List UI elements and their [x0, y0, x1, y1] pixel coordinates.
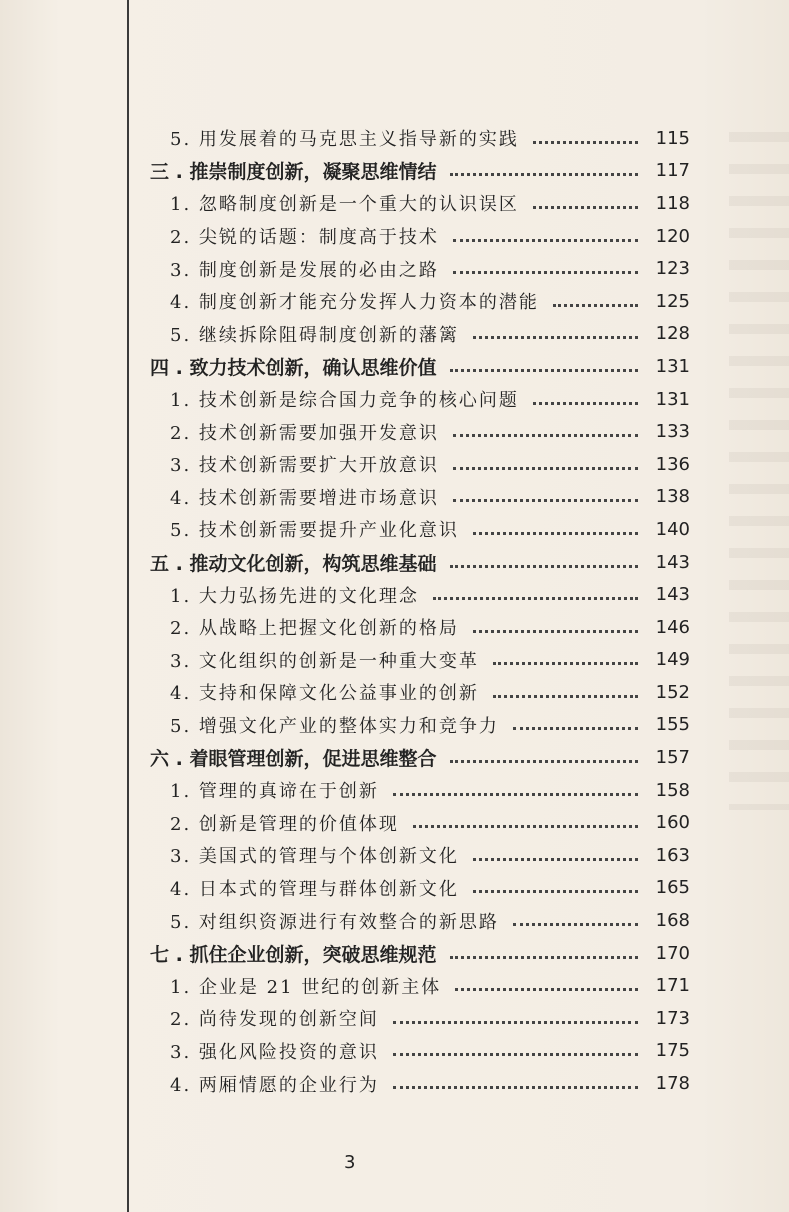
- toc-section-entry: [150, 806, 690, 839]
- dot-leader: [533, 206, 638, 209]
- toc-section-entry: [150, 318, 690, 351]
- entry-page-number: 160: [655, 812, 690, 834]
- toc-section-entry: [150, 774, 690, 807]
- dot-leader: [493, 695, 638, 698]
- toc-section-entry: [150, 285, 690, 318]
- toc-section-entry: [150, 611, 690, 644]
- dot-leader: [453, 467, 638, 470]
- dot-leader: [450, 369, 638, 372]
- entry-title: 七 . 抓住企业创新，突破思维规范: [150, 943, 437, 966]
- entry-page-number: 128: [655, 323, 690, 345]
- dot-leader: [450, 956, 638, 959]
- toc-section-entry: [150, 252, 690, 285]
- entry-title: 5. 增强文化产业的整体实力和竞争力: [170, 715, 499, 737]
- toc-section-entry: [150, 904, 690, 937]
- toc-section-entry: [150, 578, 690, 611]
- toc-chapter-entry: [150, 155, 690, 188]
- entry-title: 四 . 致力技术创新，确认思维价值: [150, 356, 437, 379]
- entry-title: 5. 继续拆除阻碍制度创新的藩篱: [170, 324, 459, 346]
- entry-title: 3. 技术创新需要扩大开放意识: [170, 455, 439, 477]
- entry-page-number: 178: [655, 1073, 690, 1095]
- toc-chapter-entry: [150, 937, 690, 970]
- dot-leader: [393, 793, 638, 796]
- entry-title: 5. 对组织资源进行有效整合的新思路: [170, 911, 499, 933]
- entry-title: 1. 大力弘扬先进的文化理念: [170, 585, 419, 607]
- entry-page-number: 165: [655, 877, 690, 899]
- entry-title: 2. 从战略上把握文化创新的格局: [170, 618, 459, 640]
- entry-title: 2. 尚待发现的创新空间: [170, 1009, 379, 1031]
- dot-leader: [513, 727, 638, 730]
- dot-leader: [473, 858, 638, 861]
- entry-title: 3. 制度创新是发展的必由之路: [170, 259, 439, 281]
- dot-leader: [513, 923, 638, 926]
- toc-section-entry: [150, 872, 690, 905]
- entry-page-number: 158: [655, 779, 690, 801]
- toc-section-entry: [150, 969, 690, 1002]
- entry-title: 1. 管理的真谛在于创新: [170, 781, 379, 803]
- entry-title: 1. 技术创新是综合国力竞争的核心问题: [170, 390, 519, 412]
- entry-page-number: 123: [655, 258, 690, 280]
- dot-leader: [473, 890, 638, 893]
- entry-page-number: 131: [655, 355, 690, 377]
- entry-page-number: 136: [655, 453, 690, 475]
- toc-chapter-entry: [150, 741, 690, 774]
- dot-leader: [553, 304, 638, 307]
- entry-title: 3. 文化组织的创新是一种重大变革: [170, 650, 479, 672]
- entry-page-number: 155: [655, 714, 690, 736]
- dot-leader: [453, 239, 638, 242]
- entry-title: 1. 忽略制度创新是一个重大的认识误区: [170, 194, 519, 216]
- toc-section-entry: [150, 676, 690, 709]
- entry-title: 五 . 推动文化创新，构筑思维基础: [150, 552, 437, 575]
- entry-title: 2. 创新是管理的价值体现: [170, 813, 399, 835]
- entry-page-number: 143: [655, 551, 690, 573]
- dot-leader: [393, 1086, 638, 1089]
- toc-section-entry: [150, 481, 690, 514]
- entry-title: 5. 技术创新需要提升产业化意识: [170, 520, 459, 542]
- dot-leader: [473, 630, 638, 633]
- toc-section-entry: [150, 187, 690, 220]
- entry-page-number: 138: [655, 486, 690, 508]
- dot-leader: [453, 271, 638, 274]
- entry-page-number: 118: [655, 192, 690, 214]
- toc-section-entry: [150, 644, 690, 677]
- dot-leader: [473, 336, 638, 339]
- dot-leader: [450, 760, 638, 763]
- dot-leader: [413, 825, 638, 828]
- toc-chapter-entry: [150, 546, 690, 579]
- entry-title: 4. 制度创新才能充分发挥人力资本的潜能: [170, 292, 539, 314]
- entry-page-number: 133: [655, 421, 690, 443]
- toc-section-entry: [150, 448, 690, 481]
- entry-page-number: 140: [655, 518, 690, 540]
- entry-title: 4. 两厢情愿的企业行为: [170, 1074, 379, 1096]
- entry-title: 4. 支持和保障文化公益事业的创新: [170, 683, 479, 705]
- entry-page-number: 149: [655, 649, 690, 671]
- dot-leader: [453, 434, 638, 437]
- toc-section-entry: [150, 1035, 690, 1068]
- dot-leader: [533, 402, 638, 405]
- toc-section-entry: [150, 122, 690, 155]
- entry-title: 5. 用发展着的马克思主义指导新的实践: [170, 129, 519, 151]
- dot-leader: [393, 1053, 638, 1056]
- entry-page-number: 120: [655, 225, 690, 247]
- entry-title: 2. 尖锐的话题：制度高于技术: [170, 227, 439, 249]
- entry-page-number: 157: [655, 747, 690, 769]
- entry-title: 1. 企业是 21 世纪的创新主体: [170, 976, 442, 998]
- dot-leader: [433, 597, 638, 600]
- dot-leader: [455, 988, 638, 991]
- entry-page-number: 163: [655, 844, 690, 866]
- entry-page-number: 117: [655, 160, 690, 182]
- entry-title: 3. 美国式的管理与个体创新文化: [170, 846, 459, 868]
- dot-leader: [450, 173, 638, 176]
- dot-leader: [493, 662, 638, 665]
- entry-title: 2. 技术创新需要加强开发意识: [170, 422, 439, 444]
- dot-leader: [393, 1021, 638, 1024]
- dot-leader: [453, 499, 638, 502]
- table-of-contents: [150, 122, 690, 1100]
- entry-page-number: 115: [655, 127, 690, 149]
- entry-page-number: 152: [655, 681, 690, 703]
- entry-page-number: 143: [655, 584, 690, 606]
- entry-page-number: 168: [655, 910, 690, 932]
- entry-title: 4. 技术创新需要增进市场意识: [170, 487, 439, 509]
- toc-section-entry: [150, 1067, 690, 1100]
- dot-leader: [473, 532, 638, 535]
- toc-section-entry: [150, 220, 690, 253]
- entry-page-number: 131: [655, 388, 690, 410]
- entry-title: 3. 强化风险投资的意识: [170, 1041, 379, 1063]
- entry-page-number: 175: [655, 1040, 690, 1062]
- page-number: 3: [344, 1152, 356, 1173]
- toc-section-entry: [150, 839, 690, 872]
- toc-section-entry: [150, 383, 690, 416]
- entry-page-number: 173: [655, 1007, 690, 1029]
- entry-page-number: 125: [655, 290, 690, 312]
- show-through-texture: [729, 110, 789, 810]
- page-margin-rule: [127, 0, 129, 1212]
- toc-section-entry: [150, 709, 690, 742]
- entry-page-number: 171: [655, 975, 690, 997]
- toc-section-entry: [150, 1002, 690, 1035]
- entry-page-number: 170: [655, 942, 690, 964]
- toc-chapter-entry: [150, 350, 690, 383]
- dot-leader: [450, 565, 638, 568]
- toc-section-entry: [150, 513, 690, 546]
- entry-title: 三 . 推崇制度创新，凝聚思维情结: [150, 161, 437, 184]
- entry-page-number: 146: [655, 616, 690, 638]
- entry-title: 4. 日本式的管理与群体创新文化: [170, 878, 459, 900]
- dot-leader: [533, 141, 638, 144]
- entry-title: 六 . 着眼管理创新，促进思维整合: [150, 748, 437, 771]
- toc-section-entry: [150, 415, 690, 448]
